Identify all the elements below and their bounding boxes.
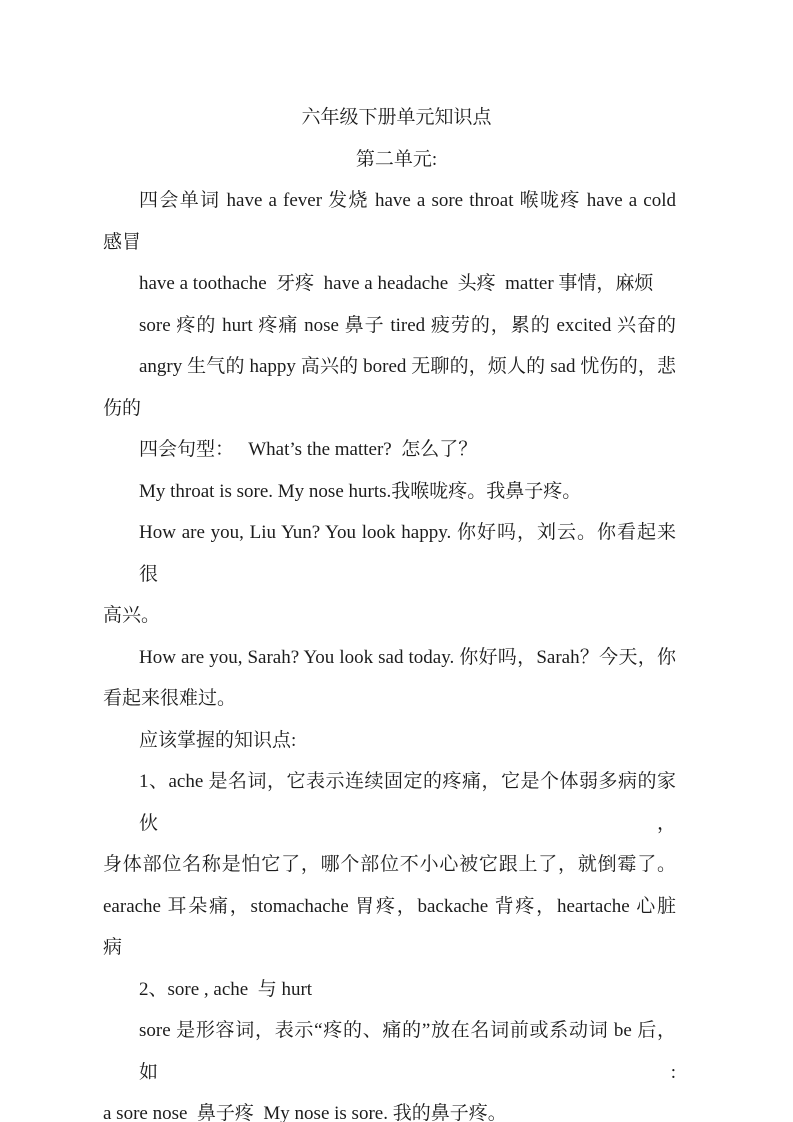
document-title: 六年级下册单元知识点 [301, 107, 492, 128]
text-line: 看起来很难过。 [103, 688, 237, 709]
text-line: have a toothache 牙疼 have a headache 头疼 matter 事情，麻烦 [139, 273, 654, 294]
text-line: 2、sore , ache 与 hurt [139, 978, 313, 1000]
text-line: 身体部位名称是怕它了，哪个部位不小心被它跟上了，就倒霉了。 [103, 854, 676, 875]
text-line: 应该掌握的知识点: [139, 729, 297, 751]
text-line: 1、ache 是名词，它表示连续固定的疼痛，它是个体弱多病的家伙， [139, 771, 676, 834]
text-line: a sore nose 鼻子疼 My nose is sore. 我的鼻子疼。 [103, 1103, 507, 1122]
section-heading: 第二单元: [355, 148, 438, 170]
text-line: 四会单词 have a fever 发烧 have a sore throat 喉咙疼 have a cold [139, 190, 676, 211]
text-line: angry 生气的 happy 高兴的 bored 无聊的，烦人的 sad 忧伤的，悲 [139, 356, 676, 377]
text-line: 病 [103, 937, 123, 958]
text-line: earache 耳朵痛，stomachache 胃疼，backache 背疼，heartache 心脏 [103, 895, 676, 917]
text-line: How are you, Sarah? You look sad today. 你好吗，Sarah？今天，你 [139, 646, 676, 668]
text-line: sore 疼的 hurt 疼痛 nose 鼻子 tired 疲劳的，累的 excited 兴奋的 [139, 314, 676, 336]
text-line: 感冒 [103, 231, 142, 253]
text-line: 四会句型： What’s the matter? 怎么了？ [139, 439, 478, 460]
text-line: How are you, Liu Yun? You look happy. 你好吗，刘云。你看起来很 [139, 522, 676, 585]
document-body [103, 97, 676, 1122]
text-line: 高兴。 [103, 605, 161, 626]
text-line: My throat is sore. My nose hurts.我喉咙疼。我鼻子疼。 [139, 480, 582, 502]
text-line: sore 是形容词，表示“疼的、痛的”放在名词前或系动词 be 后，如: [139, 1020, 676, 1083]
text-line: 伤的 [103, 397, 142, 419]
